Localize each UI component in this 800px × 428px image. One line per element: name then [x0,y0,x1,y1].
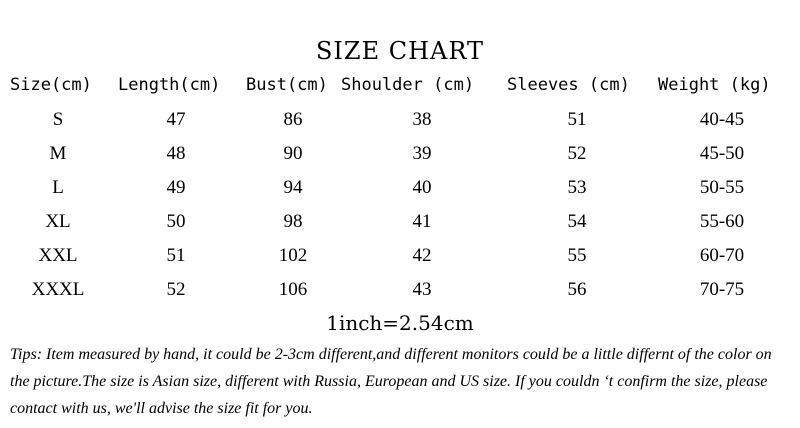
cell-size: XXL [38,245,78,266]
cell-sleeves: 52 [567,143,587,164]
table-row [0,172,800,204]
table-row [0,274,800,306]
table-row [0,240,800,272]
cell-weight: 40-45 [699,109,745,130]
inch-cm-conversion: 1inch=2.54cm [326,311,474,335]
cell-shoulder: 40 [412,177,432,198]
cell-weight: 70-75 [699,279,745,300]
cell-sleeves: 51 [567,109,587,130]
cell-length: 48 [166,143,186,164]
cell-length: 51 [166,245,186,266]
cell-weight: 50-55 [699,177,745,198]
cell-shoulder: 43 [412,279,432,300]
cell-bust: 106 [278,279,308,300]
cell-shoulder: 39 [412,143,432,164]
table-header-row [0,70,800,100]
cell-bust: 86 [283,109,303,130]
cell-weight: 45-50 [699,143,745,164]
table-row [0,104,800,136]
cell-size: S [52,109,64,130]
cell-bust: 102 [278,245,308,266]
cell-weight: 55-60 [699,211,745,232]
cell-shoulder: 41 [412,211,432,232]
cell-length: 52 [166,279,186,300]
cell-sleeves: 55 [567,245,587,266]
header-bust: Bust(cm) [246,75,328,95]
cell-size: L [52,177,64,198]
cell-sleeves: 56 [567,279,587,300]
tips-text: Tips: Item measured by hand, it could be 2-3cm different,and different monitors could be a little differnt of the color on the picture.The size is Asian size, different with Russia, European and US size. If you couldn ‘t confirm the size, please contact with us, we'll advise the size fit for you. [10,346,772,417]
cell-sleeves: 54 [567,211,587,232]
cell-bust: 98 [283,211,303,232]
table-row [0,206,800,238]
header-shoulder: Shoulder (cm) [341,75,475,95]
cell-size: M [49,143,67,164]
cell-length: 49 [166,177,186,198]
cell-size: XXXL [31,279,85,300]
cell-length: 50 [166,211,186,232]
cell-bust: 94 [283,177,303,198]
header-size: Size(cm) [10,75,92,95]
table-row [0,138,800,170]
header-length: Length(cm) [118,75,221,95]
header-sleeves: Sleeves (cm) [507,75,630,95]
cell-sleeves: 53 [567,177,587,198]
cell-length: 47 [166,109,186,130]
cell-weight: 60-70 [699,245,745,266]
page-title: SIZE CHART [315,37,485,65]
cell-bust: 90 [283,143,303,164]
header-weight: Weight (kg) [658,75,771,95]
cell-shoulder: 42 [412,245,432,266]
cell-size: XL [45,211,71,232]
cell-shoulder: 38 [412,109,432,130]
